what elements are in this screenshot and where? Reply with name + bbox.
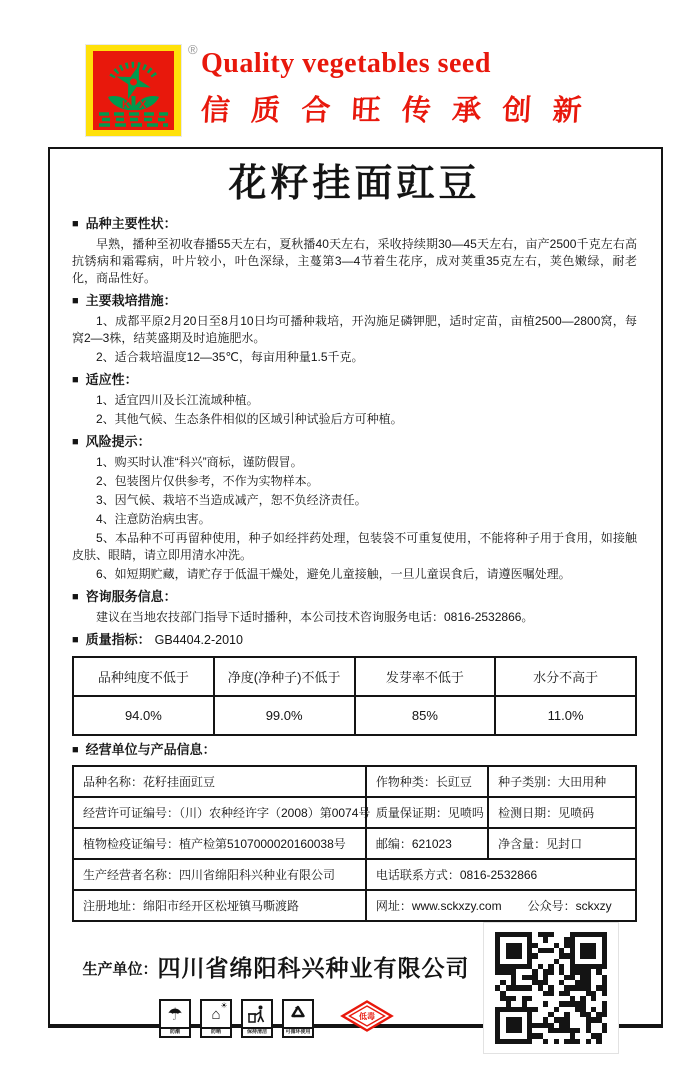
section-bullet-icon: ■ <box>72 374 79 386</box>
risk-item: 2、包装图片仅供参考，不作为实物样本。 <box>96 474 319 488</box>
wechat-account-text: 公众号：sckxzy <box>527 899 612 913</box>
section-bullet-icon: ■ <box>72 744 79 756</box>
website-text: 网址：www.sckxzy.com <box>375 899 502 913</box>
quality-indicators-table <box>72 656 637 736</box>
brand-logo <box>85 44 182 137</box>
section-bullet-icon: ■ <box>72 295 79 307</box>
registered-trademark-mark: ® <box>188 42 198 57</box>
section-cultivation-title: 主要栽培措施： <box>85 293 177 308</box>
quality-header-cell: 品种纯度不低于 <box>73 657 214 696</box>
keep-dry-icon <box>159 999 191 1038</box>
risk-item: 6、如短期贮藏，请贮存于低温干燥处，避免儿童接触，一旦儿童误食后，请遵医嘱处理。 <box>96 567 571 581</box>
house-sun-glyph <box>211 1000 228 1027</box>
producer-company-name: 四川省绵阳科兴种业有限公司 <box>157 955 470 981</box>
section-bullet-icon: ■ <box>72 634 79 646</box>
section-bullet-icon: ■ <box>72 218 79 230</box>
section-quality-heading <box>72 631 637 650</box>
section-adaptability-title: 适应性： <box>85 372 138 387</box>
keep-clean-label: 保持清洁 <box>243 1027 271 1036</box>
section-consult <box>72 588 637 626</box>
quality-value-cell: 99.0% <box>214 696 355 735</box>
risk-item: 1、购买时认准“科兴”商标，谨防假冒。 <box>96 455 303 469</box>
net-content-cell: 净含量：见封口 <box>488 828 636 859</box>
section-risk-title: 风险提示： <box>85 434 151 449</box>
brand-slogan-chinese: 信 质 合 旺 传 承 创 新 <box>200 95 590 127</box>
section-risk-heading <box>72 433 637 452</box>
quality-standard-code: GB4404.2-2010 <box>154 633 243 647</box>
avoid-sun-icon <box>200 999 232 1038</box>
quality-header-cell: 发芽率不低于 <box>355 657 496 696</box>
section-quality-title: 质量指标： <box>85 632 151 647</box>
risk-item: 3、因气候、栽培不当造成减产，恕不负经济责任。 <box>96 493 367 507</box>
license-number-cell: 经营许可证编号：（川）农种经许字（2008）第0074号 <box>73 797 366 828</box>
risk-item: 4、注意防治病虫害。 <box>96 512 211 526</box>
tidyman-glyph <box>246 1001 268 1027</box>
footer <box>72 938 637 1088</box>
phone-cell: 电话联系方式：0816-2532866 <box>366 859 636 890</box>
adaptability-item: 1、适宜四川及长江流域种植。 <box>96 393 259 407</box>
section-adaptability <box>72 371 637 428</box>
section-cultivation <box>72 292 637 366</box>
keep-clean-icon <box>241 999 273 1038</box>
recycle-label: 可循环使用 <box>285 1029 311 1035</box>
quality-value-cell: 94.0% <box>73 696 214 735</box>
cultivation-item: 1、成都平原2月20日至8月10日均可播种栽培，开沟施足磷钾肥，适时定苗，亩植2500—2800窝，每窝2—3株，结荚盛期及时追施肥水。 <box>72 314 637 345</box>
table-row <box>73 859 636 890</box>
section-business <box>72 741 637 922</box>
cultivation-item: 2、适合栽培温度12—35℃，每亩用种量1.5千克。 <box>96 350 364 364</box>
test-date-cell: 检测日期：见喷码 <box>488 797 636 828</box>
umbrella-glyph: ☂ <box>167 1004 183 1024</box>
business-info-table <box>72 765 637 922</box>
brand-tagline-english: Quality vegetables seed <box>201 48 491 79</box>
risk-item: 5、本品种不可再留种使用，种子如经拌药处理，包装袋不可重复使用，不能将种子用于食用，如接触皮肤、眼睛，请立即用清水冲洗。 <box>72 531 637 562</box>
producer-block <box>80 950 472 1038</box>
recycle-icon <box>282 999 314 1038</box>
keep-dry-label: 防潮 <box>161 1027 189 1036</box>
quality-table-value-row <box>73 696 636 735</box>
sun-glyph: ☀ <box>220 1000 228 1010</box>
avoid-sun-label: 防晒 <box>202 1027 230 1036</box>
quality-header-cell: 水分不高于 <box>495 657 636 696</box>
adaptability-item: 2、其他气候、生态条件相似的区域引种试验后方可种植。 <box>96 412 403 426</box>
section-traits <box>72 215 637 287</box>
label-body <box>48 147 663 1035</box>
logo-letter-x: X <box>139 99 147 111</box>
section-business-heading <box>72 741 637 760</box>
registered-address-cell: 注册地址：绵阳市经开区松垭镇马嘶渡路 <box>73 890 366 921</box>
product-title: 花籽挂面豇豆 <box>228 163 481 205</box>
variety-name-cell: 品种名称：花籽挂面豇豆 <box>73 766 366 797</box>
postcode-cell: 邮编：621023 <box>366 828 488 859</box>
quality-value-cell: 11.0% <box>495 696 636 735</box>
packaging-icons-row <box>80 999 472 1038</box>
seed-category-cell: 种子类别：大田用种 <box>488 766 636 797</box>
section-bullet-icon: ■ <box>72 591 79 603</box>
section-business-title: 经营单位与产品信息： <box>85 742 216 757</box>
quality-header-cell: 净度(净种子)不低于 <box>214 657 355 696</box>
quarantine-number-cell: 植物检疫证编号：植产检第5107000020160038号 <box>73 828 366 859</box>
traits-text: 早熟，播种至初收春播55天左右，夏秋播40天左右，采收持续期30—45天左右，亩产2500千克左右高抗锈病和霜霉病，叶片较小，叶色深绿，主蔓第3—4节着生花序，成对荚重35克左右，荚色嫩绿，耐老化，商品性好。 <box>72 237 637 285</box>
producer-name-cell: 生产经营者名称：四川省绵阳科兴种业有限公司 <box>73 859 366 890</box>
warranty-period-cell: 质量保证期：见喷吗 <box>366 797 488 828</box>
consult-text: 建议在当地农技部门指导下适时播种，本公司技术咨询服务电话：0816-2532866。 <box>96 610 534 624</box>
website-wechat-cell <box>366 890 636 921</box>
table-row <box>73 766 636 797</box>
kexing-logo-icon <box>85 44 182 137</box>
table-row <box>73 828 636 859</box>
section-traits-title: 品种主要性状： <box>85 216 177 231</box>
logo-letter-k: K <box>122 99 130 111</box>
qr-code <box>483 922 619 1054</box>
section-adaptability-heading <box>72 371 637 390</box>
table-row <box>73 890 636 921</box>
recycle-glyph <box>288 1001 308 1027</box>
section-traits-heading <box>72 215 637 234</box>
section-risk <box>72 433 637 583</box>
quality-table-header-row <box>73 657 636 696</box>
section-consult-heading <box>72 588 637 607</box>
section-quality <box>72 631 637 736</box>
qr-code-modules <box>495 932 607 1044</box>
crop-type-cell: 作物种类：长豇豆 <box>366 766 488 797</box>
low-toxicity-text: 低毒 <box>359 1012 375 1021</box>
producer-line <box>80 950 472 983</box>
section-consult-title: 咨询服务信息： <box>85 589 177 604</box>
section-cultivation-heading <box>72 292 637 311</box>
table-row <box>73 797 636 828</box>
producer-label: 生产单位： <box>82 961 158 978</box>
section-bullet-icon: ■ <box>72 436 79 448</box>
house-glyph: ⌂ <box>211 1005 221 1023</box>
quality-value-cell: 85% <box>355 696 496 735</box>
low-toxicity-badge <box>341 1000 393 1037</box>
